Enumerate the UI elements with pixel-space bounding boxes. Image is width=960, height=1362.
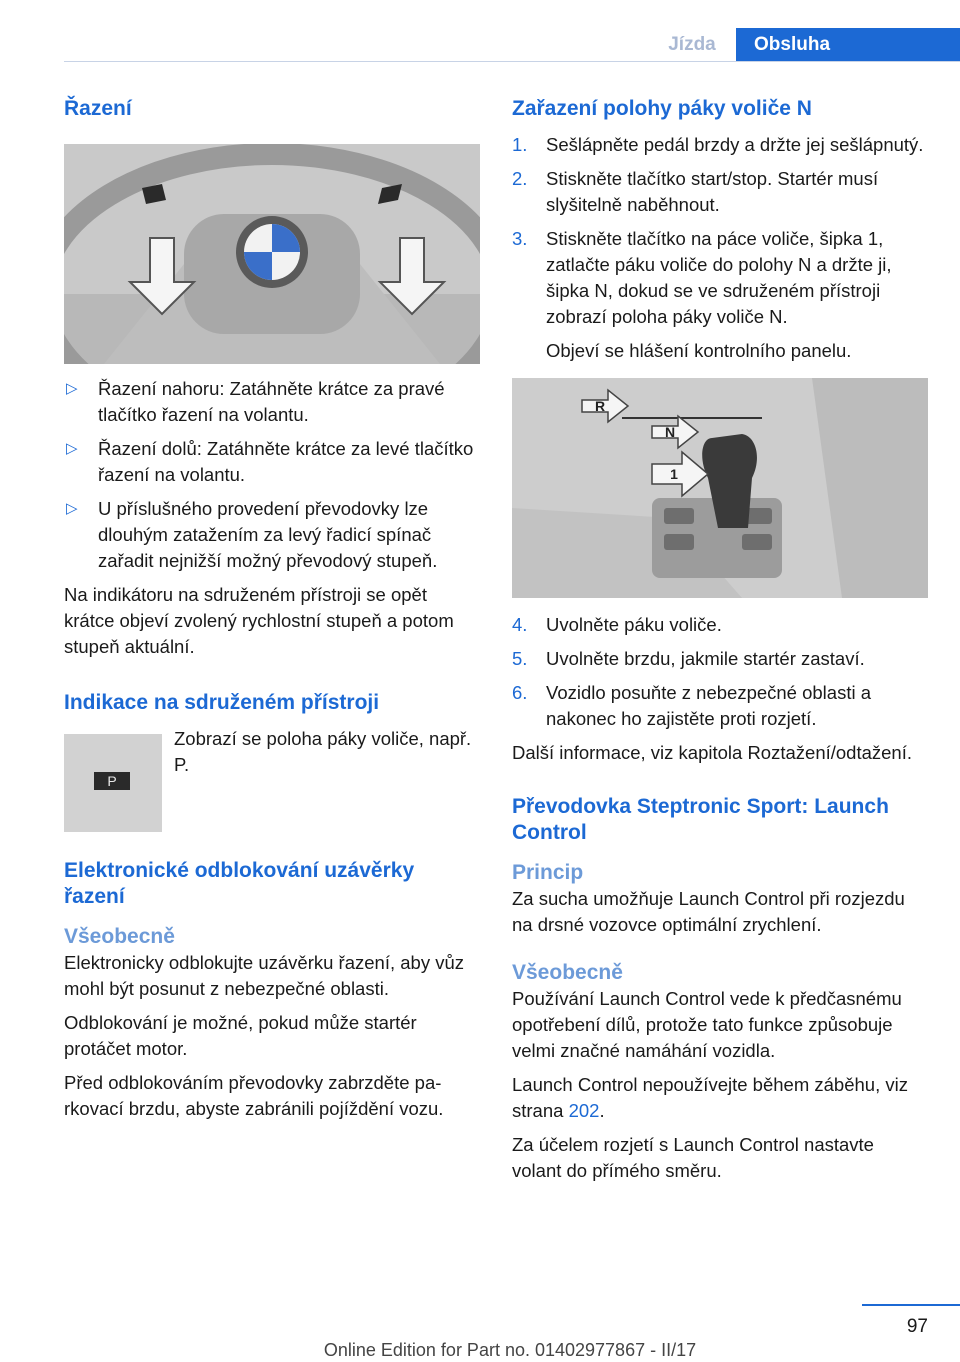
paragraph: Za sucha umožňuje Launch Control při rozjezdu na drsné vozovce optimální zrychlení. (512, 888, 905, 935)
left-column (64, 96, 480, 1122)
list-item: ▷ U příslušného provedení převodovky lze dlouhým zatažením za levý řadicí spínač zařadit nejnižší možný převodový stupeň. (66, 498, 438, 571)
section-title-poloha-n: Zařazení polohy páky voliče N (512, 97, 812, 120)
paragraph: Odblokování je možné, pokud může startér protáčet motor. (64, 1012, 417, 1059)
indicator-block (64, 728, 480, 828)
triangle-bullet-icon: ▷ (66, 440, 78, 457)
list-item: ▷ Řazení nahoru: Zatáhněte krátce za pravé tlačítko řazení na volantu. (66, 378, 445, 425)
page-header (0, 0, 960, 62)
right-column (512, 96, 928, 1184)
page-number: 97 (906, 1316, 928, 1337)
paragraph: Na indikátoru na sdruženém přístroji se opět krátce objeví zvolený rychlostní stupeň a potom stupeň aktuální. (64, 584, 454, 657)
arrow-label-r: R (594, 398, 606, 414)
step-note: Objeví se hlášení kontrolního panelu. (546, 340, 852, 361)
list-item: 3. Stiskněte tlačítko na páce voliče, šipka 1, zatlačte páku voliče do polohy N a držte ji, šipka N, dokud se ve sdruženém přístroji zobrazí poloha páky voliče N. Objeví se hlášení kontrolního panelu. (512, 226, 928, 364)
gear-selector-image (512, 378, 928, 598)
header-divider (64, 61, 960, 62)
section-title-launch-control: Převodovka Steptronic Sport: Launch Control (512, 795, 889, 844)
indicator-image (64, 734, 162, 832)
subsection-title-vseobecne: Všeobecně (512, 961, 623, 984)
list-item: 6. Vozidlo posuňte z nebezpečné oblasti a nakonec ho zajistěte proti rozjetí. (512, 682, 872, 729)
paragraph: Za účelem rozjetí s Launch Control nastavte volant do přímého směru. (512, 1134, 874, 1181)
triangle-bullet-icon: ▷ (66, 500, 78, 517)
steering-wheel-illustration (64, 144, 480, 364)
subsection-title-vseobecne: Všeobecně (64, 925, 175, 948)
section-title-odblokovani: Elektronické odblokování uzávěrky řazení (64, 859, 415, 908)
tab-obsluha[interactable]: Obsluha (736, 28, 960, 62)
tab-jizda[interactable]: Jízda (668, 34, 716, 55)
footer-divider (862, 1304, 960, 1306)
paragraph: Před odblokováním převodovky zabrzděte parkovací brzdu, abyste zabránili pojíždění vozu. (64, 1072, 444, 1119)
edition-footer: Online Edition for Part no. 01402977867 - II/17 (323, 1340, 697, 1360)
page-link-202[interactable]: 202 (568, 1100, 600, 1121)
paragraph: Launch Control nepoužívejte během záběhu, viz strana 202. (512, 1074, 908, 1121)
indicator-letter: P (107, 773, 117, 789)
section-title-razeni: Řazení (64, 97, 132, 120)
gear-selector-illustration (512, 378, 928, 598)
steps-list-a (512, 132, 928, 364)
list-item: 4. Uvolněte páku voliče. (512, 614, 722, 635)
subsection-title-princip: Princip (512, 861, 584, 884)
steps-list-b (512, 612, 928, 732)
list-item: 5. Uvolněte brzdu, jakmile startér zastaví. (512, 648, 865, 669)
section-title-indikace: Indikace na sdruženém přístroji (64, 691, 380, 714)
list-item: 2. Stiskněte tlačítko start/stop. Startér musí slyšitelně naběhnout. (512, 168, 879, 215)
steering-wheel-image (64, 144, 480, 364)
indicator-text: Zobrazí se poloha páky voliče, např. P. (174, 728, 472, 775)
list-item: 1. Sešlápněte pedál brzdy a držte jej sešlápnutý. (512, 134, 924, 155)
triangle-bullet-icon: ▷ (66, 380, 78, 397)
arrow-label-n: N (664, 424, 676, 440)
paragraph: Další informace, viz kapitola Roztažení/odtažení. (512, 742, 912, 763)
arrow-label-1: 1 (670, 466, 678, 482)
list-item: ▷ Řazení dolů: Zatáhněte krátce za levé tlačítko řazení na volantu. (66, 438, 474, 485)
paragraph: Elektronicky odblokujte uzávěrku řazení, aby vůz mohl být posunut z nebezpečné oblasti. (64, 952, 465, 999)
shift-bullets (64, 376, 480, 574)
indicator-illustration (64, 734, 162, 832)
paragraph: Používání Launch Control vede k předčasnému opotřebení dílů, protože tato funkce způsobuje velmi značné namáhání vozidla. (512, 988, 902, 1061)
